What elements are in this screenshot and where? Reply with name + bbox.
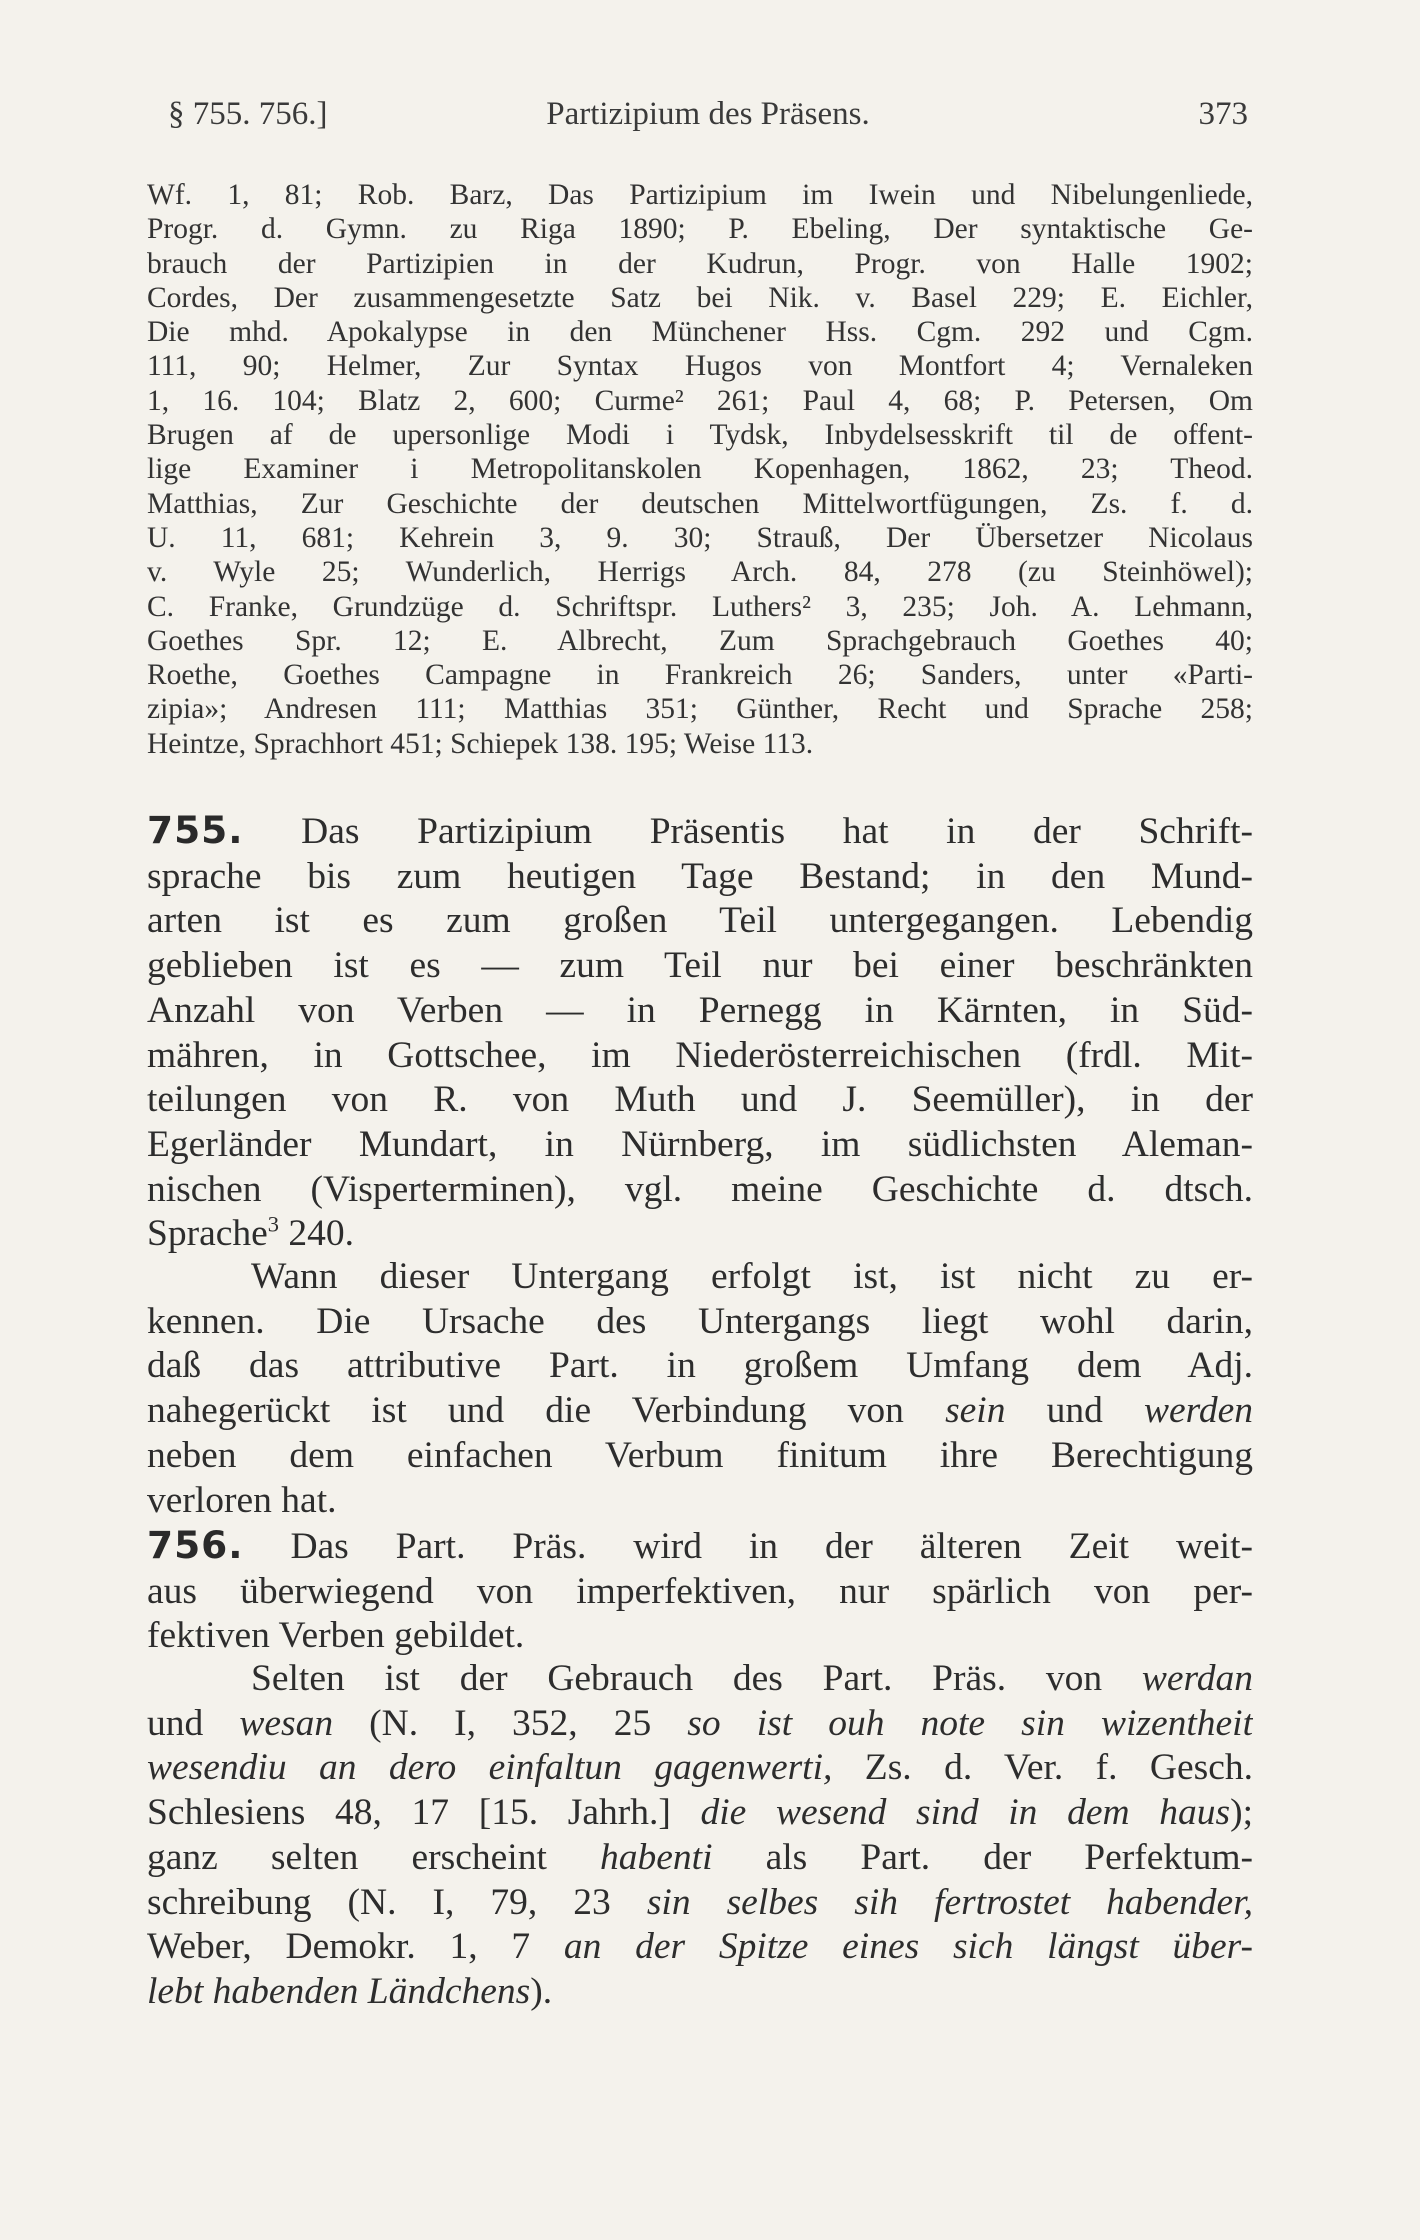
body-line: Sprache$^3$ 240.: [147, 1212, 355, 1255]
reference-line: lige Examiner i Metropolitanskolen Kopenhagen, 1862, 23; Theod.: [147, 453, 1253, 486]
body-line: ganz selten erscheint habenti als Part. der Perfektum-: [147, 1836, 1253, 1878]
reference-line: 1, 16. 104; Blatz 2, 600; Curme² 261; Paul 4, 68; P. Petersen, Om: [147, 384, 1253, 417]
reference-line: Brugen af de upersonlige Modi i Tydsk, Inbydelsesskrift til de offent-: [147, 419, 1253, 452]
section-756: [147, 1523, 1253, 1659]
bibliography-references: [147, 178, 1253, 761]
body-line: nahegerückt ist und die Verbindung von sein und werden: [147, 1390, 1253, 1432]
body-line: nischen (Visperterminen), vgl. meine Geschichte d. dtsch.: [147, 1168, 1253, 1210]
running-head: [168, 96, 1248, 140]
reference-line: v. Wyle 25; Wunderlich, Herrigs Arch. 84, 278 (zu Steinhöwel);: [147, 556, 1253, 589]
reference-line: Die mhd. Apokalypse in den Münchener Hss. Cgm. 292 und Cgm.: [147, 316, 1253, 349]
body-line: Schlesiens 48, 17 [15. Jahrh.] die wesend sind in dem haus);: [147, 1792, 1253, 1834]
body-line: wesendiu an dero einfaltun gagenwerti, Zs. d. Ver. f. Gesch.: [147, 1747, 1253, 1789]
reference-line: U. 11, 681; Kehrein 3, 9. 30; Strauß, Der Übersetzer Nicolaus: [147, 521, 1253, 554]
body-line: Anzahl von Verben — in Pernegg in Kärnten, in Süd-: [147, 989, 1253, 1031]
reference-line: Heintze, Sprachhort 451; Schiepek 138. 195; Weise 113.: [147, 727, 814, 760]
body-line: daß das attributive Part. in großem Umfang dem Adj.: [147, 1345, 1253, 1387]
body-line: geblieben ist es — zum Teil nur bei einer beschränkten: [147, 945, 1253, 987]
body-line: Egerländer Mundart, in Nürnberg, im südlichsten Aleman-: [147, 1123, 1253, 1165]
body-line: schreibung (N. I, 79, 23 sin selbes sih fertrostet habender,: [147, 1881, 1253, 1923]
body-line: kennen. Die Ursache des Untergangs liegt wohl darin,: [147, 1300, 1253, 1342]
body-line: 755. Das Partizipium Präsentis hat in der Schrift-: [147, 808, 1253, 852]
reference-line: C. Franke, Grundzüge d. Schriftspr. Luthers² 3, 235; Joh. A. Lehmann,: [147, 590, 1253, 623]
reference-line: Cordes, Der zusammengesetzte Satz bei Nik. v. Basel 229; E. Eichler,: [147, 281, 1253, 314]
paragraph-werdan-wesan: [147, 1657, 1253, 2015]
reference-line: Wf. 1, 81; Rob. Barz, Das Partizipium im Iwein und Nibelungenliede,: [147, 179, 1253, 211]
body-line: und wesan (N. I, 352, 25 so ist ouh note sin wizentheit: [147, 1702, 1253, 1744]
reference-line: 111, 90; Helmer, Zur Syntax Hugos von Montfort 4; Vernaleken: [147, 350, 1253, 383]
section-reference: § 755. 756.]: [168, 96, 328, 132]
body-line: aus überwiegend von imperfektiven, nur spärlich von per-: [147, 1570, 1253, 1612]
body-line: arten ist es zum großen Teil untergegangen. Lebendig: [147, 900, 1253, 942]
body-line: 756. Das Part. Präs. wird in der älteren Zeit weit-: [147, 1523, 1253, 1567]
body-line: Wann dieser Untergang erfolgt ist, ist nicht zu er-: [251, 1256, 1253, 1297]
body-line: lebt habenden Ländchens).: [147, 1970, 553, 2012]
page-title: Partizipium des Präsens.: [546, 96, 870, 132]
body-line: neben dem einfachen Verbum finitum ihre Berechtigung: [147, 1434, 1253, 1476]
body-line: teilungen von R. von Muth und J. Seemüller), in der: [147, 1079, 1253, 1121]
reference-line: zipia»; Andresen 111; Matthias 351; Günther, Recht und Sprache 258;: [147, 693, 1253, 726]
section-number: 756.: [147, 1523, 244, 1567]
body-line: verloren hat.: [147, 1479, 337, 1521]
reference-line: Roethe, Goethes Campagne in Frankreich 26; Sanders, unter «Parti-: [147, 659, 1253, 692]
body-line: Weber, Demokr. 1, 7 an der Spitze eines sich längst über-: [147, 1926, 1253, 1968]
section-755: [147, 808, 1253, 1257]
paragraph-untergang: [147, 1255, 1253, 1523]
reference-line: Matthias, Zur Geschichte der deutschen Mittelwortfügungen, Zs. f. d.: [147, 487, 1253, 520]
reference-line: brauch der Partizipien in der Kudrun, Progr. von Halle 1902;: [147, 247, 1253, 280]
body-line: sprache bis zum heutigen Tage Bestand; in den Mund-: [147, 855, 1253, 897]
body-line: mähren, in Gottschee, im Niederösterreichischen (frdl. Mit-: [147, 1034, 1253, 1076]
reference-line: Goethes Spr. 12; E. Albrecht, Zum Sprachgebrauch Goethes 40;: [147, 624, 1253, 657]
body-line: Selten ist der Gebrauch des Part. Präs. von werdan: [251, 1658, 1253, 1699]
page-number: 373: [1198, 96, 1248, 132]
section-number: 755.: [147, 808, 244, 852]
body-line: fektiven Verben gebildet.: [147, 1615, 525, 1657]
reference-line: Progr. d. Gymn. zu Riga 1890; P. Ebeling, Der syntaktische Ge-: [147, 213, 1253, 246]
